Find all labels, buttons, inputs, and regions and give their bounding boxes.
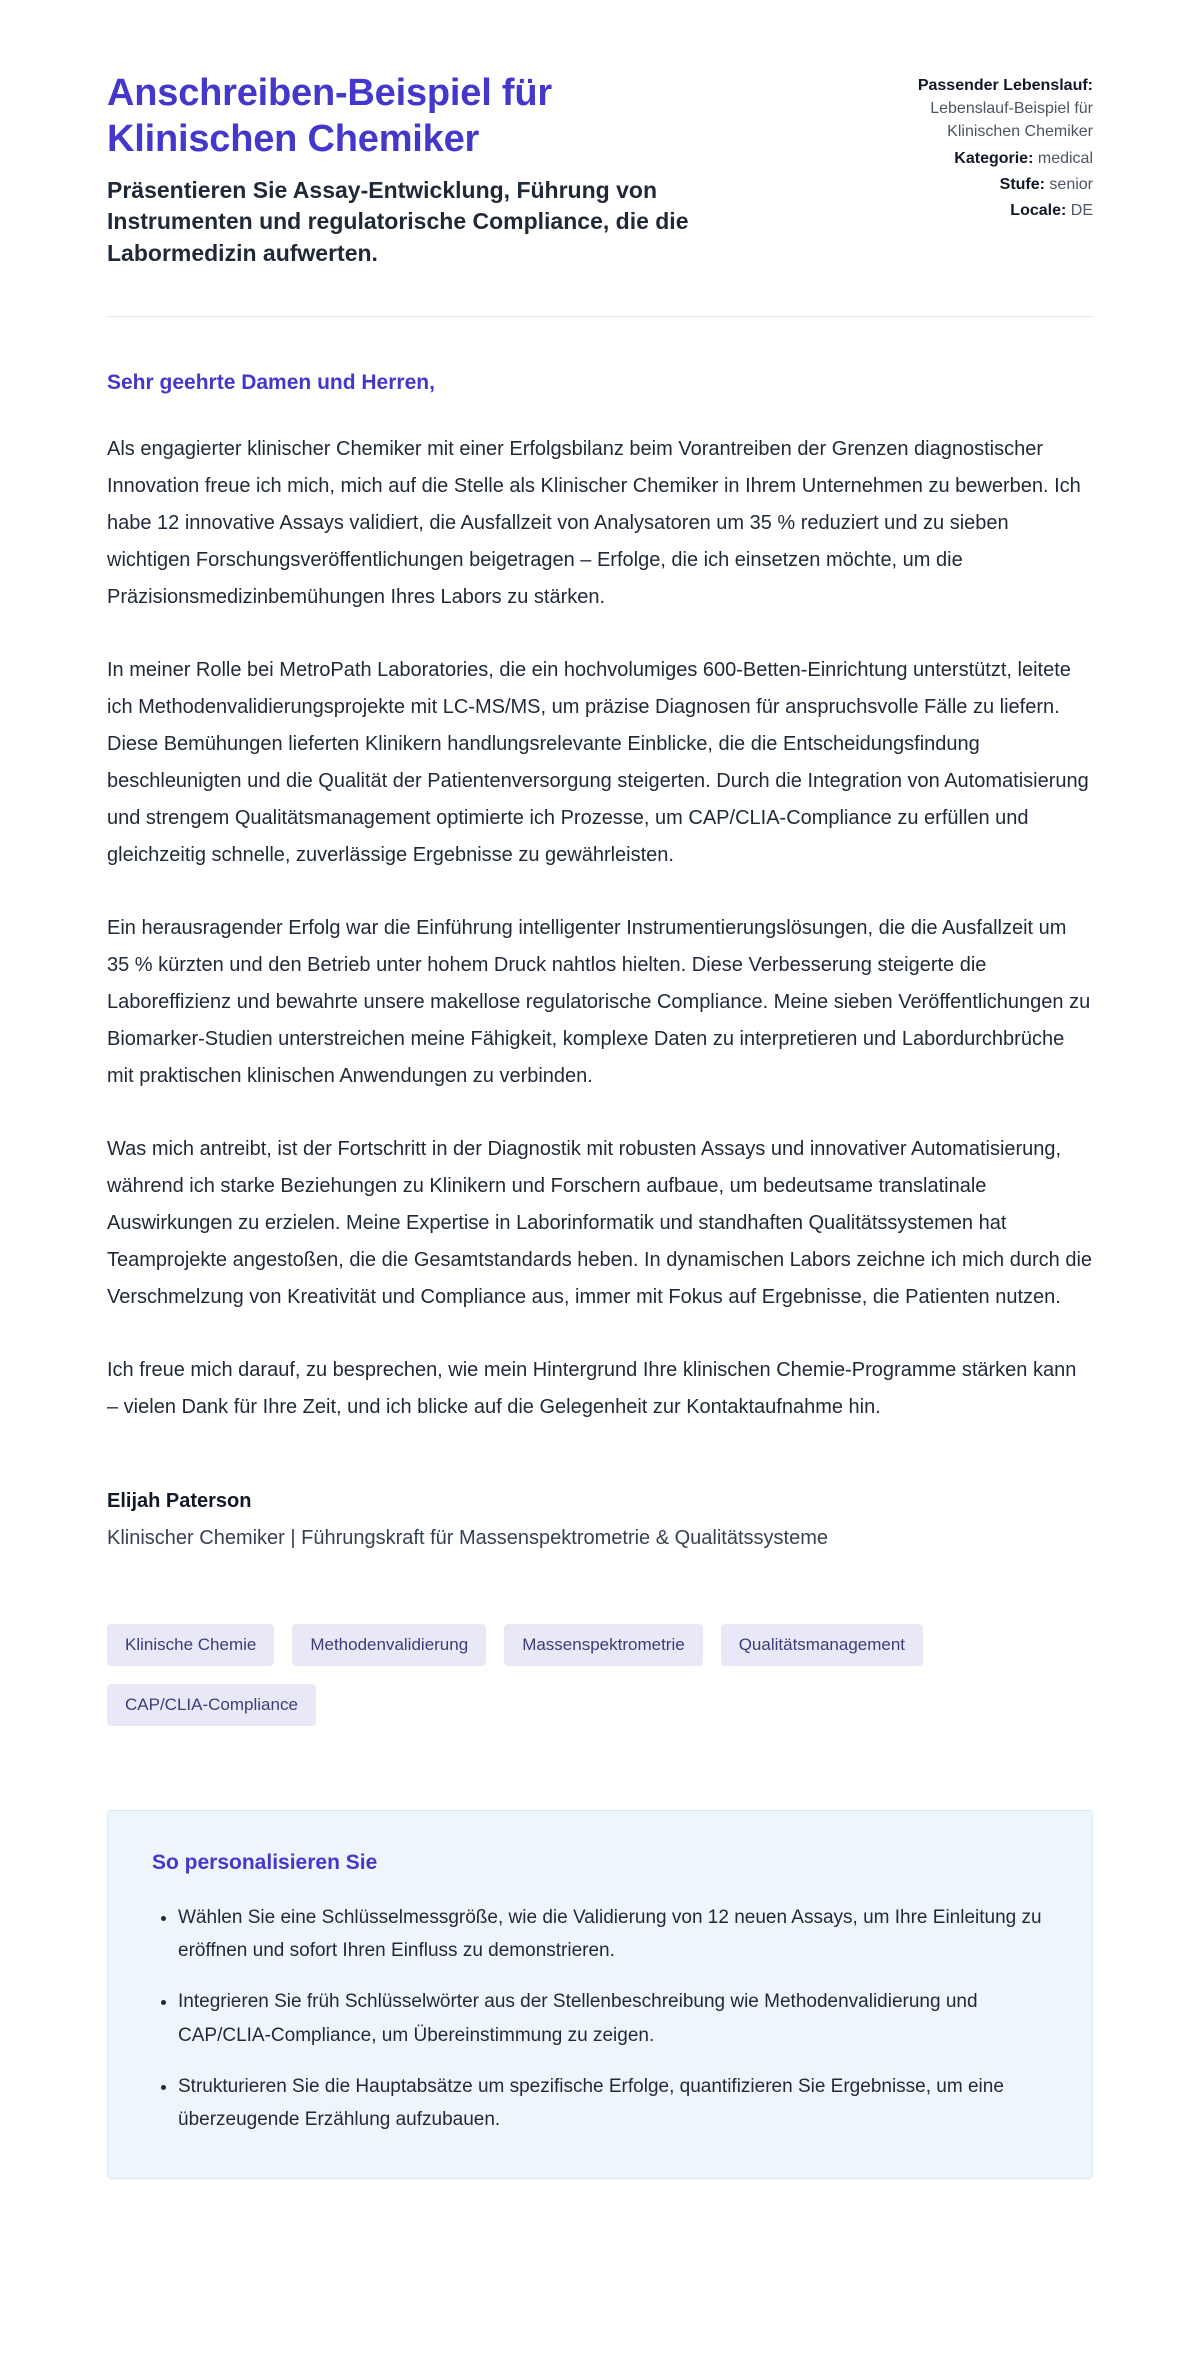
page-title: Anschreiben-Beispiel für Klinischen Chemiker [107, 72, 552, 161]
meta-category-row [858, 147, 1093, 170]
header-divider [107, 316, 1093, 317]
tips-panel [107, 1810, 1093, 2180]
header [107, 70, 1093, 270]
header-title-block [107, 70, 707, 270]
cover-letter-page [107, 0, 1093, 2239]
letter-paragraph-4: Was mich antreibt, ist der Fortschritt in der Diagnostik mit robusten Assays und innovativer Automatisierung, während ich starke Beziehungen zu Klinikern und Forschern aufbaue, um bedeutsame translatinale Auswirkungen zu erzielen. Meine Expertise in Laborinformatik und standhaften Qualitätssystemen hat Teamprojekte angestoßen, die die Gesamtstandards heben. In dynamischen Labors zeichne ich mich durch die Verschmelzung von Kreativität und Compliance aus, immer mit Fokus auf Ergebnisse, die Patienten nutzen. [107, 1137, 1093, 1308]
tag-chip-qualitaetsmanagement: Qualitätsmanagement [721, 1624, 923, 1666]
meta-category-label: Kategorie: [954, 149, 1034, 167]
meta-level-label: Stufe: [999, 175, 1045, 193]
page-subtitle: Präsentieren Sie Assay-Entwicklung, Führung von Instrumenten und regulatorische Compliance, die die Labormedizin aufwerten. [107, 176, 689, 267]
signature-name: Elijah Paterson [107, 1489, 252, 1512]
meta-level-row [858, 173, 1093, 196]
tips-list [152, 1901, 1048, 2137]
tips-item-1: • Wählen Sie eine Schlüsselmessgröße, wie die Validierung von 12 neuen Assays, um Ihre Einleitung zu eröffnen und sofort Ihren Einfluss zu demonstrieren. [178, 1901, 1048, 1968]
letter-paragraph-5: Ich freue mich darauf, zu besprechen, wie mein Hintergrund Ihre klinischen Chemie-Programme stärken kann – vielen Dank für Ihre Zeit, und ich blicke auf die Gelegenheit zur Kontaktaufnahme hin. [107, 1358, 1077, 1418]
letter-greeting: Sehr geehrte Damen und Herren, [107, 370, 435, 394]
meta-category-value: medical [1037, 149, 1093, 167]
meta-level-value: senior [1049, 175, 1093, 193]
tips-item-3: • Strukturieren Sie die Hauptabsätze um spezifische Erfolge, quantifizieren Sie Ergebnisse, um eine überzeugende Erzählung aufzubauen. [178, 2070, 1048, 2137]
tag-chip-methodenvalidierung: Methodenvalidierung [292, 1624, 486, 1666]
meta-panel [858, 70, 1093, 225]
letter-paragraph-3: Ein herausragender Erfolg war die Einführung intelligenter Instrumentierungslösungen, die die Ausfallzeit um 35 % kürzten und den Betrieb unter hohem Druck nahtlos hielten. Diese Verbesserung steigerte die Laboreffizienz und bewahrte unsere makellose regulatorische Compliance. Meine sieben Veröffentlichungen zu Biomarker-Studien unterstreichen meine Fähigkeit, komplexe Daten zu interpretieren und Labordurchbrüche mit praktischen klinischen Anwendungen zu verbinden. [107, 916, 1091, 1087]
meta-resume-row [858, 74, 1093, 144]
tag-chip-klinische-chemie: Klinische Chemie [107, 1624, 274, 1666]
tag-chip-massenspektrometrie: Massenspektrometrie [504, 1624, 703, 1666]
meta-resume-label: Passender Lebenslauf: [917, 77, 1093, 94]
tag-chip-cap-clia-compliance: CAP/CLIA-Compliance [107, 1684, 316, 1726]
letter-paragraph-2: In meiner Rolle bei MetroPath Laboratories, die ein hochvolumiges 600-Betten-Einrichtung unterstützt, leitete ich Methodenvalidierungsprojekte mit LC-MS/MS, um präzise Diagnosen für anspruchsvolle Fälle zu liefern. Diese Bemühungen lieferten Klinikern handlungsrelevante Einblicke, die die Entscheidungsfindung beschleunigten und die Qualität der Patientenversorgung steigerten. Durch die Integration von Automatisierung und strengem Qualitätsmanagement optimierte ich Prozesse, um CAP/CLIA-Compliance zu erfüllen und gleichzeitig schnelle, zuverlässige Ergebnisse zu gewährleisten. [107, 658, 1089, 866]
letter-body [107, 371, 1093, 1550]
signature-title: Klinischer Chemiker | Führungskraft für Massenspektrometrie & Qualitätssysteme [107, 1526, 829, 1549]
meta-locale-value: DE [1070, 201, 1093, 219]
letter-paragraph-1: Als engagierter klinischer Chemiker mit einer Erfolgsbilanz beim Vorantreiben der Grenzen diagnostischer Innovation freue ich mich, mich auf die Stelle als Klinischer Chemiker in Ihrem Unternehmen zu bewerben. Ich habe 12 innovative Assays validiert, die Ausfallzeit von Analysatoren um 35 % reduziert und zu sieben wichtigen Forschungsveröffentlichungen beigetragen – Erfolge, die ich einsetzen möchte, um die Präzisionsmedizinbemühungen Ihres Labors zu stärken. [107, 437, 1081, 608]
tips-item-2: • Integrieren Sie früh Schlüsselwörter aus der Stellenbeschreibung wie Methodenvalidierung und CAP/CLIA-Compliance, um Übereinstimmung zu zeigen. [178, 1985, 1048, 2052]
tips-title: So personalisieren Sie [152, 1850, 378, 1874]
meta-locale-label: Locale: [1010, 201, 1067, 219]
tag-list [107, 1624, 1093, 1726]
meta-resume-link[interactable]: Lebenslauf-Beispiel für Klinischen Chemiker [930, 100, 1093, 141]
meta-locale-row [858, 199, 1093, 222]
